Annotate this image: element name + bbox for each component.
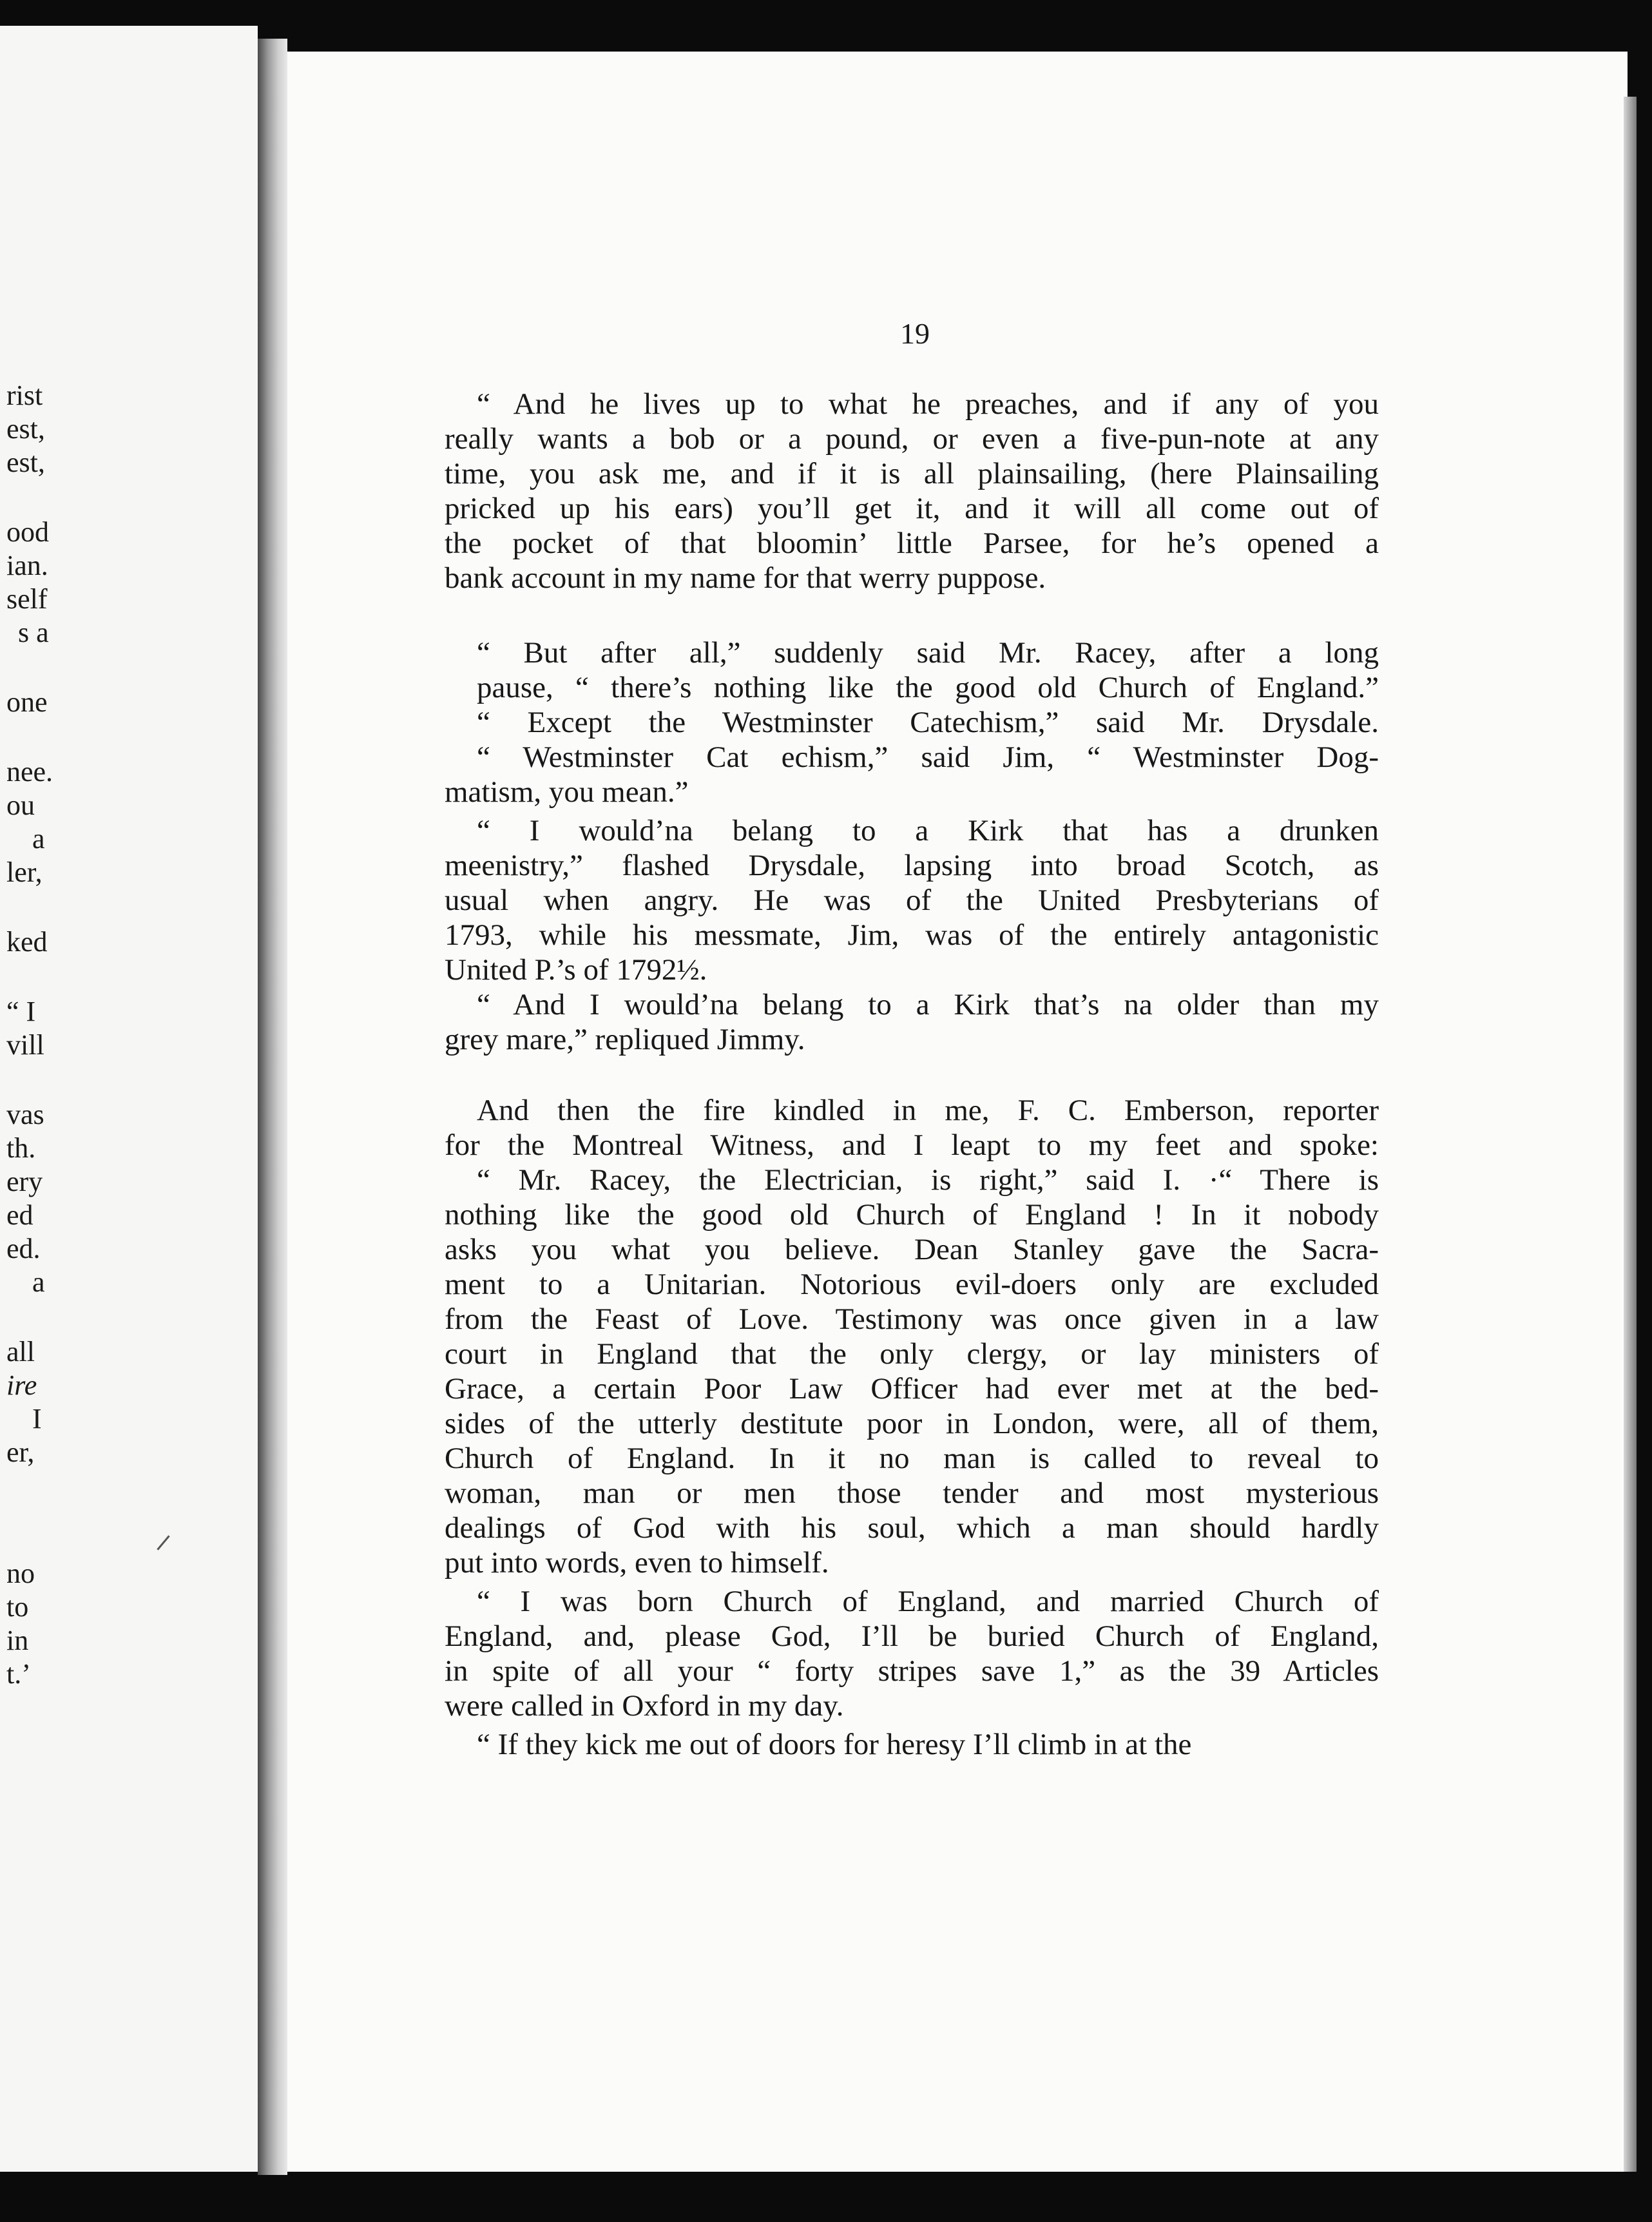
left-page-fragment: one (6, 686, 48, 718)
left-page-fragment: in (6, 1625, 29, 1656)
text-line: the pocket of that bloomin’ little Parsee, for he’s opened a (445, 527, 1379, 560)
text-line: “ If they kick me out of doors for heresy I’ll climb in at the (477, 1728, 1192, 1761)
text-line: meenistry,” flashed Drysdale, lapsing into broad Scotch, as (445, 849, 1379, 882)
text-line: matism, you mean.” (445, 775, 689, 809)
page-edge-shadow (1624, 97, 1637, 2172)
text-line: really wants a bob or a pound, or even a five-pun-note at any (445, 422, 1379, 456)
left-page-fragment: a (32, 823, 45, 855)
text-line: “ I was born Church of England, and married Church of (477, 1585, 1379, 1618)
text-line: “ I would’na belang to a Kirk that has a drunken (477, 814, 1379, 847)
left-page-fragment: rist (6, 380, 43, 411)
left-page-fragment: “ I (6, 996, 36, 1027)
text-line: bank account in my name for that werry puppose. (445, 561, 1046, 595)
text-line: grey mare,” repliqued Jimmy. (445, 1023, 805, 1056)
left-page-fragment: t.’ (6, 1658, 31, 1690)
left-page-fragment: a (32, 1266, 45, 1298)
left-page-fragment: ed. (6, 1233, 41, 1264)
left-page-fragment: ed (6, 1199, 34, 1231)
text-line: put into words, even to himself. (445, 1546, 829, 1580)
text-line: nothing like the good old Church of England ! In it nobody (445, 1198, 1379, 1232)
text-line: court in England that the only clergy, or lay ministers of (445, 1337, 1379, 1371)
text-line: “ Except the Westminster Catechism,” said Mr. Drysdale. (477, 706, 1379, 739)
text-line: Grace, a certain Poor Law Officer had ever met at the bed- (445, 1372, 1379, 1406)
left-page-fragment: ood (6, 516, 49, 548)
left-page-fragment: self (6, 583, 48, 615)
left-page-fragment: er, (6, 1436, 35, 1468)
text-line: for the Montreal Witness, and I leapt to my feet and spoke: (445, 1128, 1379, 1162)
text-line: from the Feast of Love. Testimony was once given in a law (445, 1302, 1379, 1336)
left-page-fragment: ire (6, 1369, 37, 1401)
left-page-fragment: all (6, 1336, 35, 1367)
text-line: were called in Oxford in my day. (445, 1689, 844, 1723)
text-line: time, you ask me, and if it is all plainsailing, (here Plainsailing (445, 457, 1379, 490)
text-line: ment to a Unitarian. Notorious evil-doers only are excluded (445, 1268, 1379, 1301)
text-line: pause, “ there’s nothing like the good old Church of England.” (477, 671, 1379, 704)
text-line: England, and, please God, I’ll be buried Church of England, (445, 1619, 1379, 1653)
left-page-fragment: ked (6, 926, 48, 958)
left-page-fragment: est, (6, 413, 45, 445)
left-page-fragment: nee. (6, 756, 53, 787)
left-page-fragment: vill (6, 1029, 44, 1061)
text-line: woman, man or men those tender and most mysterious (445, 1476, 1379, 1510)
left-page-fragment: vas (6, 1099, 44, 1130)
book-spine (258, 39, 287, 2175)
left-page-fragment: ler, (6, 856, 43, 888)
text-line: “ Mr. Racey, the Electrician, is right,” said I. ·“ There is (477, 1163, 1379, 1197)
left-page-fragment: no (6, 1558, 35, 1589)
text-line: pricked up his ears) you’ll get it, and it will all come out of (445, 492, 1379, 525)
text-line: sides of the utterly destitute poor in London, were, all of them, (445, 1407, 1379, 1440)
page-number: 19 (900, 317, 930, 350)
text-line: Church of England. In it no man is called to reveal to (445, 1442, 1379, 1475)
left-page-fragment: I (32, 1403, 42, 1435)
text-line: “ But after all,” suddenly said Mr. Racey, after a long (477, 636, 1379, 670)
left-page-fragment: ou (6, 789, 35, 821)
left-page-fragment: th. (6, 1132, 36, 1164)
left-page-fragment: s a (18, 617, 49, 648)
text-line: United P.’s of 1792½. (445, 953, 707, 987)
text-line: “ And he lives up to what he preaches, and if any of you (477, 387, 1379, 421)
text-line: in spite of all your “ forty stripes save 1,” as the 39 Articles (445, 1654, 1379, 1688)
text-line: And then the fire kindled in me, F. C. Emberson, reporter (477, 1094, 1379, 1127)
left-page-fragment: to (6, 1591, 29, 1623)
left-page-fragment: est, (6, 447, 45, 478)
text-line: “ Westminster Cat echism,” said Jim, “ Westminster Dog- (477, 740, 1379, 774)
left-page-fragment: ery (6, 1166, 43, 1197)
text-line: usual when angry. He was of the United Presbyterians of (445, 884, 1379, 917)
text-line: asks you what you believe. Dean Stanley gave the Sacra- (445, 1233, 1379, 1266)
text-line: “ And I would’na belang to a Kirk that’s na older than my (477, 988, 1379, 1021)
left-page-fragment: ian. (6, 550, 48, 581)
text-line: dealings of God with his soul, which a man should hardly (445, 1511, 1379, 1545)
text-line: 1793, while his messmate, Jim, was of the entirely antagonistic (445, 918, 1379, 952)
